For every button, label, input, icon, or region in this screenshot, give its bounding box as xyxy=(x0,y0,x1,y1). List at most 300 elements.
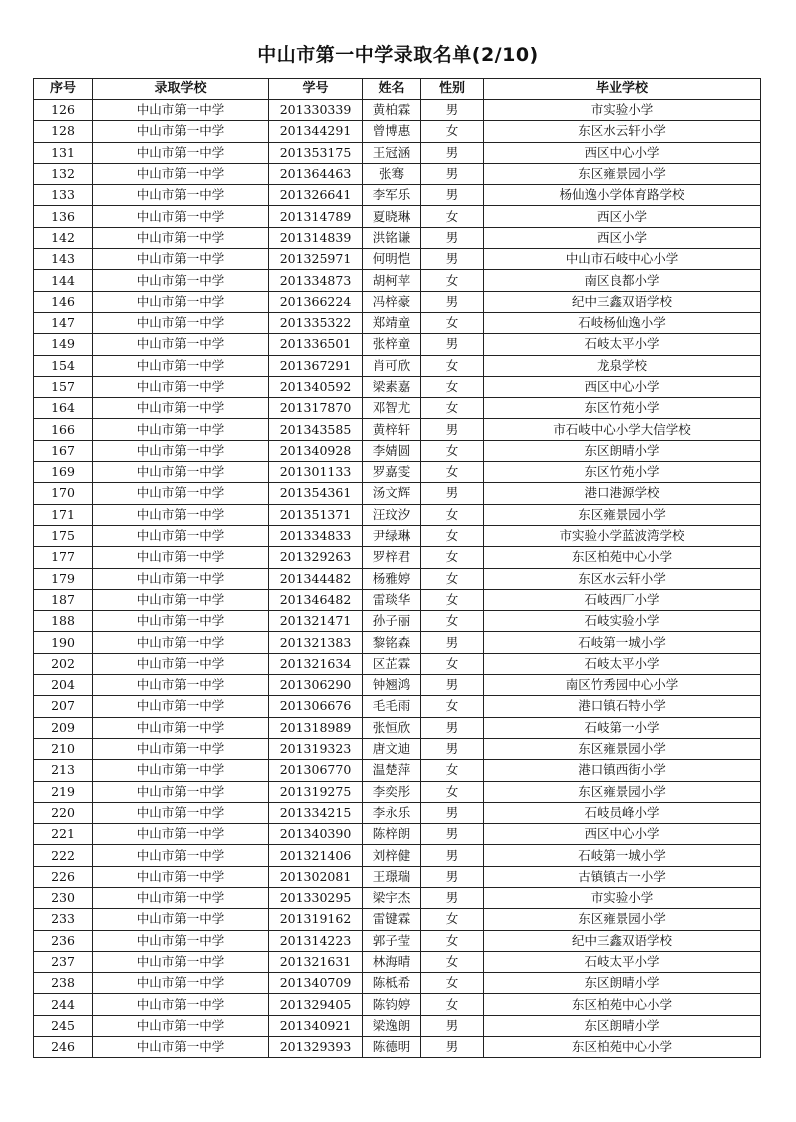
table-row xyxy=(34,547,761,568)
cell-student-id: 201321634 xyxy=(269,653,363,674)
table-row xyxy=(34,866,761,887)
cell-gender: 男 xyxy=(421,334,484,355)
cell-name: 陈柢希 xyxy=(363,973,421,994)
cell-gender: 女 xyxy=(421,312,484,333)
cell-admit-school: 中山市第一中学 xyxy=(93,632,269,653)
cell-name: 郭子莹 xyxy=(363,930,421,951)
cell-name: 王璟瑞 xyxy=(363,866,421,887)
cell-grad-school: 杨仙逸小学体育路学校 xyxy=(484,185,761,206)
cell-admit-school: 中山市第一中学 xyxy=(93,291,269,312)
cell-student-id: 201334873 xyxy=(269,270,363,291)
cell-seq: 237 xyxy=(34,951,93,972)
cell-name: 邓智尤 xyxy=(363,398,421,419)
cell-student-id: 201340592 xyxy=(269,376,363,397)
cell-grad-school: 东区柏苑中心小学 xyxy=(484,547,761,568)
cell-gender: 女 xyxy=(421,994,484,1015)
cell-student-id: 201321471 xyxy=(269,611,363,632)
cell-name: 毛毛雨 xyxy=(363,696,421,717)
cell-name: 孙子丽 xyxy=(363,611,421,632)
table-row xyxy=(34,312,761,333)
cell-grad-school: 东区竹苑小学 xyxy=(484,462,761,483)
cell-name: 黄柏霖 xyxy=(363,100,421,121)
cell-name: 冯梓豪 xyxy=(363,291,421,312)
table-row xyxy=(34,249,761,270)
column-header-gender: 性别 xyxy=(421,79,484,100)
cell-seq: 132 xyxy=(34,163,93,184)
table-row xyxy=(34,760,761,781)
cell-gender: 女 xyxy=(421,568,484,589)
cell-grad-school: 东区水云轩小学 xyxy=(484,568,761,589)
admission-table xyxy=(33,78,761,1058)
cell-gender: 男 xyxy=(421,675,484,696)
cell-student-id: 201354361 xyxy=(269,483,363,504)
cell-name: 梁素嘉 xyxy=(363,376,421,397)
table-row xyxy=(34,738,761,759)
cell-student-id: 201326641 xyxy=(269,185,363,206)
cell-seq: 238 xyxy=(34,973,93,994)
cell-grad-school: 西区小学 xyxy=(484,227,761,248)
cell-gender: 女 xyxy=(421,121,484,142)
cell-grad-school: 东区雍景园小学 xyxy=(484,504,761,525)
cell-name: 何明恺 xyxy=(363,249,421,270)
cell-seq: 179 xyxy=(34,568,93,589)
cell-student-id: 201325971 xyxy=(269,249,363,270)
cell-student-id: 201306290 xyxy=(269,675,363,696)
table-row xyxy=(34,802,761,823)
table-row xyxy=(34,525,761,546)
cell-student-id: 201353175 xyxy=(269,142,363,163)
cell-gender: 男 xyxy=(421,845,484,866)
cell-name: 洪铭谦 xyxy=(363,227,421,248)
cell-grad-school: 南区竹秀园中心小学 xyxy=(484,675,761,696)
cell-gender: 女 xyxy=(421,611,484,632)
cell-seq: 136 xyxy=(34,206,93,227)
cell-name: 陈德明 xyxy=(363,1037,421,1058)
cell-name: 郑靖童 xyxy=(363,312,421,333)
cell-grad-school: 东区雍景园小学 xyxy=(484,781,761,802)
cell-gender: 女 xyxy=(421,525,484,546)
cell-seq: 143 xyxy=(34,249,93,270)
cell-grad-school: 市实验小学 xyxy=(484,887,761,908)
cell-admit-school: 中山市第一中学 xyxy=(93,1037,269,1058)
table-row xyxy=(34,291,761,312)
cell-student-id: 201301133 xyxy=(269,462,363,483)
table-row xyxy=(34,951,761,972)
cell-admit-school: 中山市第一中学 xyxy=(93,206,269,227)
cell-seq: 233 xyxy=(34,909,93,930)
table-row xyxy=(34,887,761,908)
cell-seq: 154 xyxy=(34,355,93,376)
cell-student-id: 201344291 xyxy=(269,121,363,142)
cell-student-id: 201321631 xyxy=(269,951,363,972)
table-row xyxy=(34,270,761,291)
cell-seq: 164 xyxy=(34,398,93,419)
table-row xyxy=(34,398,761,419)
cell-gender: 女 xyxy=(421,951,484,972)
cell-grad-school: 市实验小学 xyxy=(484,100,761,121)
cell-gender: 男 xyxy=(421,1037,484,1058)
cell-student-id: 201329405 xyxy=(269,994,363,1015)
cell-seq: 245 xyxy=(34,1015,93,1036)
cell-name: 钟翘鸿 xyxy=(363,675,421,696)
cell-name: 区芷霖 xyxy=(363,653,421,674)
table-row xyxy=(34,206,761,227)
table-row xyxy=(34,824,761,845)
cell-student-id: 201330339 xyxy=(269,100,363,121)
cell-gender: 女 xyxy=(421,930,484,951)
table-row xyxy=(34,483,761,504)
cell-seq: 226 xyxy=(34,866,93,887)
cell-gender: 女 xyxy=(421,270,484,291)
table-row xyxy=(34,227,761,248)
cell-gender: 女 xyxy=(421,206,484,227)
cell-gender: 女 xyxy=(421,653,484,674)
cell-name: 罗梓君 xyxy=(363,547,421,568)
cell-gender: 男 xyxy=(421,802,484,823)
cell-name: 张恒欣 xyxy=(363,717,421,738)
cell-student-id: 201346482 xyxy=(269,589,363,610)
cell-student-id: 201302081 xyxy=(269,866,363,887)
cell-seq: 230 xyxy=(34,887,93,908)
cell-gender: 男 xyxy=(421,632,484,653)
cell-admit-school: 中山市第一中学 xyxy=(93,142,269,163)
cell-student-id: 201319162 xyxy=(269,909,363,930)
cell-seq: 213 xyxy=(34,760,93,781)
cell-admit-school: 中山市第一中学 xyxy=(93,121,269,142)
page-title: 中山市第一中学录取名单(2/10) xyxy=(257,44,539,66)
table-row xyxy=(34,376,761,397)
cell-student-id: 201321383 xyxy=(269,632,363,653)
cell-gender: 女 xyxy=(421,973,484,994)
cell-grad-school: 石岐第一城小学 xyxy=(484,845,761,866)
cell-seq: 144 xyxy=(34,270,93,291)
cell-grad-school: 东区朗晴小学 xyxy=(484,1015,761,1036)
cell-grad-school: 石岐第一城小学 xyxy=(484,632,761,653)
cell-admit-school: 中山市第一中学 xyxy=(93,696,269,717)
cell-seq: 204 xyxy=(34,675,93,696)
cell-grad-school: 市实验小学蓝波湾学校 xyxy=(484,525,761,546)
cell-student-id: 201343585 xyxy=(269,419,363,440)
cell-grad-school: 龙泉学校 xyxy=(484,355,761,376)
cell-gender: 女 xyxy=(421,355,484,376)
cell-name: 温楚萍 xyxy=(363,760,421,781)
cell-student-id: 201314839 xyxy=(269,227,363,248)
cell-student-id: 201340390 xyxy=(269,824,363,845)
cell-student-id: 201306676 xyxy=(269,696,363,717)
cell-admit-school: 中山市第一中学 xyxy=(93,909,269,930)
cell-gender: 男 xyxy=(421,483,484,504)
cell-name: 雷琰华 xyxy=(363,589,421,610)
cell-name: 梁宇杰 xyxy=(363,887,421,908)
cell-student-id: 201340921 xyxy=(269,1015,363,1036)
cell-admit-school: 中山市第一中学 xyxy=(93,185,269,206)
cell-seq: 177 xyxy=(34,547,93,568)
table-row xyxy=(34,121,761,142)
cell-name: 刘梓健 xyxy=(363,845,421,866)
cell-gender: 男 xyxy=(421,1015,484,1036)
cell-gender: 男 xyxy=(421,291,484,312)
cell-gender: 女 xyxy=(421,589,484,610)
cell-student-id: 201314223 xyxy=(269,930,363,951)
table-row xyxy=(34,653,761,674)
cell-gender: 男 xyxy=(421,866,484,887)
cell-student-id: 201367291 xyxy=(269,355,363,376)
cell-grad-school: 西区小学 xyxy=(484,206,761,227)
cell-admit-school: 中山市第一中学 xyxy=(93,887,269,908)
cell-admit-school: 中山市第一中学 xyxy=(93,100,269,121)
cell-name: 李婧圆 xyxy=(363,440,421,461)
cell-admit-school: 中山市第一中学 xyxy=(93,930,269,951)
cell-admit-school: 中山市第一中学 xyxy=(93,951,269,972)
cell-seq: 171 xyxy=(34,504,93,525)
table-row xyxy=(34,334,761,355)
cell-name: 张骞 xyxy=(363,163,421,184)
cell-grad-school: 石岐员峰小学 xyxy=(484,802,761,823)
cell-student-id: 201329393 xyxy=(269,1037,363,1058)
header-row xyxy=(34,79,761,100)
cell-grad-school: 石岐杨仙逸小学 xyxy=(484,312,761,333)
column-header-name: 姓名 xyxy=(363,79,421,100)
cell-seq: 175 xyxy=(34,525,93,546)
table-row xyxy=(34,355,761,376)
cell-seq: 149 xyxy=(34,334,93,355)
cell-name: 李永乐 xyxy=(363,802,421,823)
cell-name: 杨雅婷 xyxy=(363,568,421,589)
cell-admit-school: 中山市第一中学 xyxy=(93,249,269,270)
table-row xyxy=(34,185,761,206)
cell-student-id: 201318989 xyxy=(269,717,363,738)
table-row xyxy=(34,781,761,802)
cell-grad-school: 石岐西厂小学 xyxy=(484,589,761,610)
cell-grad-school: 纪中三鑫双语学校 xyxy=(484,291,761,312)
column-header-admit-school: 录取学校 xyxy=(93,79,269,100)
cell-grad-school: 东区朗晴小学 xyxy=(484,440,761,461)
cell-seq: 221 xyxy=(34,824,93,845)
table-row xyxy=(34,696,761,717)
cell-gender: 男 xyxy=(421,227,484,248)
cell-admit-school: 中山市第一中学 xyxy=(93,376,269,397)
cell-student-id: 201306770 xyxy=(269,760,363,781)
cell-seq: 190 xyxy=(34,632,93,653)
cell-gender: 女 xyxy=(421,504,484,525)
cell-admit-school: 中山市第一中学 xyxy=(93,653,269,674)
cell-seq: 244 xyxy=(34,994,93,1015)
cell-admit-school: 中山市第一中学 xyxy=(93,781,269,802)
cell-seq: 169 xyxy=(34,462,93,483)
cell-admit-school: 中山市第一中学 xyxy=(93,440,269,461)
cell-grad-school: 东区竹苑小学 xyxy=(484,398,761,419)
cell-student-id: 201340928 xyxy=(269,440,363,461)
table-row xyxy=(34,717,761,738)
cell-admit-school: 中山市第一中学 xyxy=(93,334,269,355)
cell-admit-school: 中山市第一中学 xyxy=(93,483,269,504)
cell-seq: 209 xyxy=(34,717,93,738)
table-row xyxy=(34,1037,761,1058)
cell-student-id: 201334215 xyxy=(269,802,363,823)
table-row xyxy=(34,994,761,1015)
cell-name: 夏晓琳 xyxy=(363,206,421,227)
cell-admit-school: 中山市第一中学 xyxy=(93,589,269,610)
cell-seq: 131 xyxy=(34,142,93,163)
cell-grad-school: 纪中三鑫双语学校 xyxy=(484,930,761,951)
cell-admit-school: 中山市第一中学 xyxy=(93,994,269,1015)
cell-grad-school: 石岐太平小学 xyxy=(484,653,761,674)
cell-name: 肖可欣 xyxy=(363,355,421,376)
cell-name: 陈钧婷 xyxy=(363,994,421,1015)
table-row xyxy=(34,632,761,653)
cell-admit-school: 中山市第一中学 xyxy=(93,824,269,845)
cell-admit-school: 中山市第一中学 xyxy=(93,611,269,632)
cell-gender: 男 xyxy=(421,419,484,440)
cell-grad-school: 南区良都小学 xyxy=(484,270,761,291)
table-row xyxy=(34,142,761,163)
cell-admit-school: 中山市第一中学 xyxy=(93,802,269,823)
cell-name: 林海晴 xyxy=(363,951,421,972)
cell-gender: 女 xyxy=(421,547,484,568)
cell-seq: 207 xyxy=(34,696,93,717)
cell-name: 梁逸朗 xyxy=(363,1015,421,1036)
cell-seq: 246 xyxy=(34,1037,93,1058)
cell-admit-school: 中山市第一中学 xyxy=(93,866,269,887)
cell-grad-school: 东区雍景园小学 xyxy=(484,738,761,759)
cell-admit-school: 中山市第一中学 xyxy=(93,163,269,184)
cell-grad-school: 古镇镇古一小学 xyxy=(484,866,761,887)
cell-student-id: 201364463 xyxy=(269,163,363,184)
column-header-seq: 序号 xyxy=(34,79,93,100)
table-row xyxy=(34,462,761,483)
cell-seq: 220 xyxy=(34,802,93,823)
cell-grad-school: 东区雍景园小学 xyxy=(484,909,761,930)
cell-gender: 女 xyxy=(421,909,484,930)
cell-admit-school: 中山市第一中学 xyxy=(93,462,269,483)
cell-student-id: 201329263 xyxy=(269,547,363,568)
cell-grad-school: 市石岐中心小学大信学校 xyxy=(484,419,761,440)
cell-admit-school: 中山市第一中学 xyxy=(93,355,269,376)
cell-seq: 128 xyxy=(34,121,93,142)
cell-student-id: 201351371 xyxy=(269,504,363,525)
cell-grad-school: 西区中心小学 xyxy=(484,824,761,845)
cell-admit-school: 中山市第一中学 xyxy=(93,547,269,568)
cell-admit-school: 中山市第一中学 xyxy=(93,504,269,525)
cell-name: 胡柯苹 xyxy=(363,270,421,291)
table-row xyxy=(34,1015,761,1036)
cell-grad-school: 西区中心小学 xyxy=(484,142,761,163)
cell-grad-school: 中山市石岐中心小学 xyxy=(484,249,761,270)
cell-seq: 126 xyxy=(34,100,93,121)
cell-admit-school: 中山市第一中学 xyxy=(93,312,269,333)
cell-seq: 202 xyxy=(34,653,93,674)
table-header xyxy=(34,79,761,100)
cell-gender: 男 xyxy=(421,887,484,908)
cell-admit-school: 中山市第一中学 xyxy=(93,738,269,759)
cell-seq: 187 xyxy=(34,589,93,610)
cell-seq: 146 xyxy=(34,291,93,312)
cell-seq: 166 xyxy=(34,419,93,440)
cell-student-id: 201330295 xyxy=(269,887,363,908)
cell-gender: 女 xyxy=(421,462,484,483)
cell-name: 雷键霖 xyxy=(363,909,421,930)
cell-admit-school: 中山市第一中学 xyxy=(93,525,269,546)
cell-student-id: 201314789 xyxy=(269,206,363,227)
cell-student-id: 201321406 xyxy=(269,845,363,866)
cell-name: 李军乐 xyxy=(363,185,421,206)
cell-name: 黎铭森 xyxy=(363,632,421,653)
column-header-student-id: 学号 xyxy=(269,79,363,100)
cell-student-id: 201317870 xyxy=(269,398,363,419)
cell-name: 汤文辉 xyxy=(363,483,421,504)
table-row xyxy=(34,568,761,589)
cell-gender: 女 xyxy=(421,440,484,461)
table-row xyxy=(34,504,761,525)
cell-admit-school: 中山市第一中学 xyxy=(93,419,269,440)
cell-student-id: 201319323 xyxy=(269,738,363,759)
cell-name: 陈梓朗 xyxy=(363,824,421,845)
cell-admit-school: 中山市第一中学 xyxy=(93,1015,269,1036)
table-body xyxy=(34,100,761,1058)
cell-admit-school: 中山市第一中学 xyxy=(93,568,269,589)
cell-student-id: 201336501 xyxy=(269,334,363,355)
cell-student-id: 201340709 xyxy=(269,973,363,994)
cell-gender: 男 xyxy=(421,163,484,184)
cell-student-id: 201335322 xyxy=(269,312,363,333)
cell-student-id: 201319275 xyxy=(269,781,363,802)
cell-grad-school: 港口镇西街小学 xyxy=(484,760,761,781)
cell-seq: 147 xyxy=(34,312,93,333)
cell-grad-school: 东区柏苑中心小学 xyxy=(484,994,761,1015)
cell-gender: 女 xyxy=(421,696,484,717)
cell-admit-school: 中山市第一中学 xyxy=(93,227,269,248)
cell-gender: 男 xyxy=(421,249,484,270)
cell-name: 罗嘉雯 xyxy=(363,462,421,483)
cell-grad-school: 西区中心小学 xyxy=(484,376,761,397)
table-row xyxy=(34,611,761,632)
cell-name: 黄梓轩 xyxy=(363,419,421,440)
cell-gender: 女 xyxy=(421,781,484,802)
cell-name: 张梓童 xyxy=(363,334,421,355)
cell-grad-school: 石岐第一小学 xyxy=(484,717,761,738)
cell-gender: 男 xyxy=(421,185,484,206)
cell-grad-school: 石岐太平小学 xyxy=(484,334,761,355)
cell-grad-school: 东区柏苑中心小学 xyxy=(484,1037,761,1058)
cell-grad-school: 东区朗晴小学 xyxy=(484,973,761,994)
cell-admit-school: 中山市第一中学 xyxy=(93,760,269,781)
cell-student-id: 201366224 xyxy=(269,291,363,312)
cell-grad-school: 港口港源学校 xyxy=(484,483,761,504)
table-row xyxy=(34,909,761,930)
cell-seq: 167 xyxy=(34,440,93,461)
cell-grad-school: 石岐太平小学 xyxy=(484,951,761,972)
cell-grad-school: 东区水云轩小学 xyxy=(484,121,761,142)
cell-grad-school: 石岐实验小学 xyxy=(484,611,761,632)
table-row xyxy=(34,440,761,461)
cell-gender: 女 xyxy=(421,398,484,419)
cell-gender: 女 xyxy=(421,760,484,781)
cell-admit-school: 中山市第一中学 xyxy=(93,845,269,866)
cell-seq: 157 xyxy=(34,376,93,397)
cell-name: 李奕彤 xyxy=(363,781,421,802)
cell-seq: 219 xyxy=(34,781,93,802)
table-row xyxy=(34,163,761,184)
column-header-grad-school: 毕业学校 xyxy=(484,79,761,100)
cell-gender: 男 xyxy=(421,142,484,163)
cell-name: 汪玟汐 xyxy=(363,504,421,525)
cell-name: 尹绿琳 xyxy=(363,525,421,546)
cell-seq: 236 xyxy=(34,930,93,951)
cell-seq: 188 xyxy=(34,611,93,632)
cell-admit-school: 中山市第一中学 xyxy=(93,973,269,994)
table-row xyxy=(34,589,761,610)
cell-admit-school: 中山市第一中学 xyxy=(93,270,269,291)
